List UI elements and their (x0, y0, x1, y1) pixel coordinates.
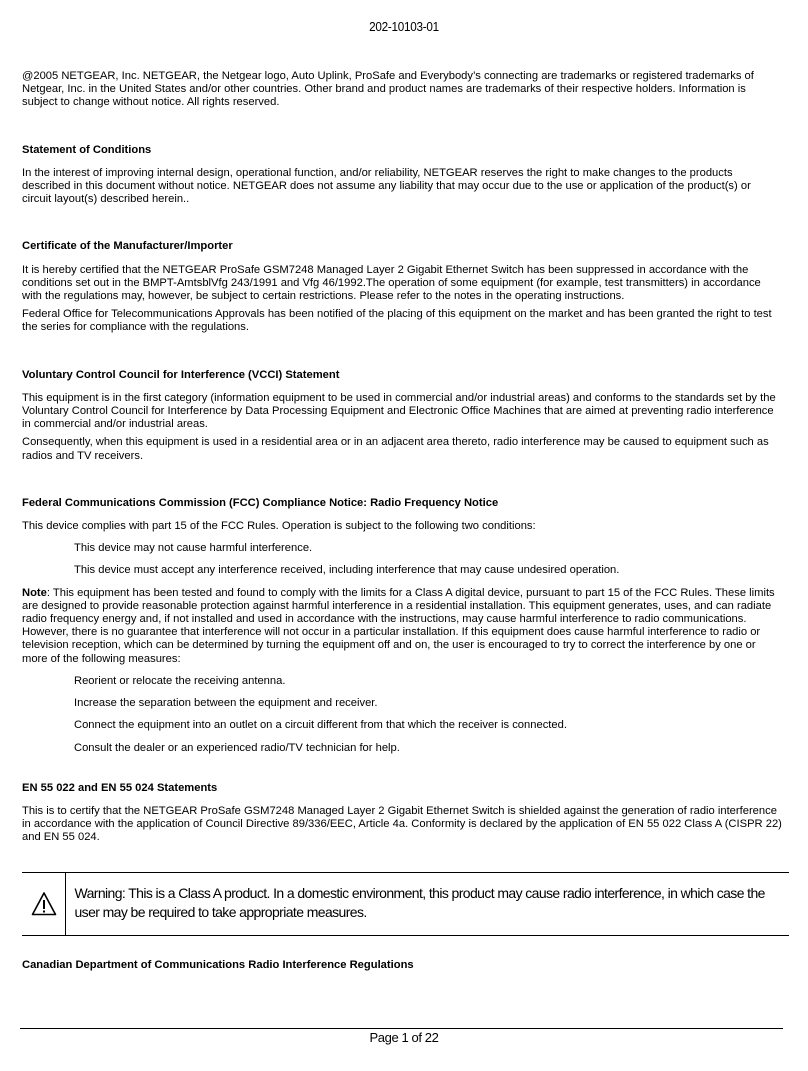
note-label: Note (22, 586, 47, 599)
fcc-condition-1: This device may not cause harmful interference. (74, 542, 313, 555)
conditions-paragraph: In the interest of improving internal design, operational function, and/or reliability, NETGEAR reserves the right to make changes to the products described in this document without notice. NETGEAR does not assume any liability that may occur due to the use or application of the product(s) or circuit layout(s) described herein.. (22, 166, 751, 206)
copyright-notice: @2005 NETGEAR, Inc. NETGEAR, the Netgear logo, Auto Uplink, ProSafe and Everybody’s connecting are trademarks or registered trademarks of Netgear, Inc. in the United States and/or other countries. Other brand and product names are trademarks of their respective holders. Information is subject to change without notice. All rights reserved. (22, 70, 754, 109)
fcc-paragraph: This device complies with part 15 of the FCC Rules. Operation is subject to the following two conditions: (22, 520, 536, 533)
certificate-heading: Certificate of the Manufacturer/Importer (22, 240, 233, 253)
fcc-measure-2: Increase the separation between the equipment and receiver. (74, 697, 378, 710)
en55-paragraph: This is to certify that the NETGEAR ProSafe GSM7248 Managed Layer 2 Gigabit Ethernet Switch is shielded against the generation of radio interference in accordance with the application of Council Directive 89/336/EEC, Article 4a. Conformity is declared by the application of EN 55 022 Class A (CISPR 22) and EN 55 024. (22, 804, 782, 844)
document-body (22, 70, 782, 850)
en55-heading: EN 55 022 and EN 55 024 Statements (22, 781, 218, 794)
vcci-heading: Voluntary Control Council for Interference (VCCI) Statement (22, 368, 340, 381)
vcci-paragraph-2: Consequently, when this equipment is used in a residential area or in an adjacent area thereto, radio interference may be caused to equipment such as radios and TV receivers. (22, 436, 769, 462)
note-text: : This equipment has been tested and found to comply with the limits for a Class A digital device, pursuant to part 15 of the FCC Rules. These limits are designed to provide reasonable protection against harmful interference in a residential installation. This equipment generates, uses, and can radiate radio frequency energy and, if not installed and used in accordance with the instructions, may cause harmful interference to radio communications. However, there is no guarantee that interference will not occur in a particular installation. If this equipment does cause harmful interference to radio or television reception, which can be determined by turning the equipment off and on, the user is encouraged to try to correct the interference by one or more of the following measures: (22, 586, 775, 665)
conditions-heading: Statement of Conditions (22, 143, 152, 156)
warning-icon-cell (22, 873, 66, 935)
document-number: 202-10103-01 (369, 19, 439, 34)
certificate-paragraph-1: It is hereby certified that the NETGEAR ProSafe GSM7248 Managed Layer 2 Gigabit Ethernet Switch has been suppressed in accordance with the conditions set out in the BMPT-AmtsblVfg 243/1991 and Vfg 46/1992.The operation of some equipment (for example, test transmitters) in accordance with the regulations may, however, be subject to certain restrictions. Please refer to the notes in the operating instructions. (22, 263, 761, 303)
fcc-note (22, 587, 782, 666)
certificate-paragraph-2: Federal Office for Telecommunications Approvals has been notified of the placing of this equipment on the market and has been granted the right to test the series for compliance with the regulations. (22, 308, 772, 334)
page-number: Page 1 of 22 (369, 1030, 439, 1045)
fcc-condition-2: This device must accept any interference received, including interference that may cause undesired operation. (74, 564, 620, 577)
vcci-paragraph-1: This equipment is in the first category (information equipment to be used in commercial and/or industrial areas) and conforms to the standards set by the Voluntary Control Council for Interference by Data Processing Equipment and Electronic Office Machines that are aimed at preventing radio interference in commercial and/or industrial areas. (22, 391, 776, 431)
fcc-measure-1: Reorient or relocate the receiving antenna. (74, 674, 286, 687)
fcc-measure-4: Consult the dealer or an experienced radio/TV technician for help. (74, 741, 400, 754)
footer-divider (20, 1028, 783, 1029)
warning-text: Warning: This is a Class A product. In a domestic environment, this product may cause radio interference, in which case the user may be required to take appropriate measures. (74, 885, 765, 920)
fcc-heading: Federal Communications Commission (FCC) Compliance Notice: Radio Frequency Notice (22, 496, 499, 509)
warning-box (22, 872, 789, 936)
warning-triangle-icon (31, 891, 57, 917)
canadian-heading: Canadian Department of Communications Radio Interference Regulations (22, 959, 414, 971)
fcc-measure-3: Connect the equipment into an outlet on a circuit different from that which the receiver is connected. (74, 719, 567, 732)
